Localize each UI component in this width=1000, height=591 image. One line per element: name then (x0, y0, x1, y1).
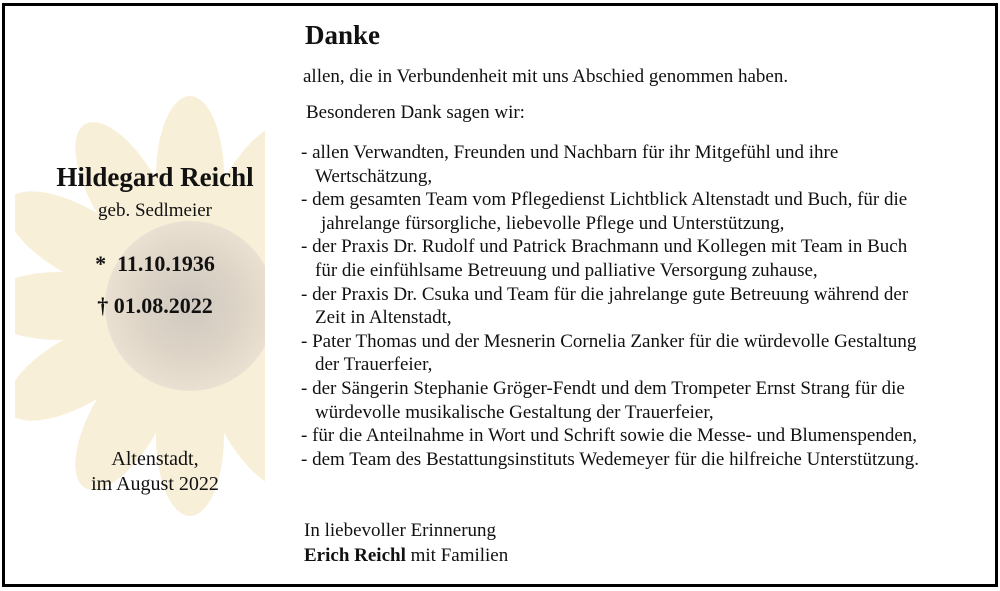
obituary-notice (2, 3, 998, 587)
thanks-item (301, 283, 919, 330)
thanks-item-line2: jahrelange fürsorgliche, liebevolle Pflege und Unterstützung, (321, 212, 785, 234)
thanks-item (301, 141, 919, 188)
thanks-item (301, 235, 919, 282)
thanks-item-line2: würdevolle musikalische Gestaltung der Trauerfeier, (315, 401, 714, 423)
thanks-item-line1: - für die Anteilnahme in Wort und Schrift sowie die Messe- und Blumenspenden, (301, 425, 918, 447)
thanks-item-line1: - der Praxis Dr. Csuka und Team für die jahrelange gute Betreuung während der (301, 283, 909, 305)
birth-date: * 11.10.1936 (95, 251, 215, 276)
thanks-item (301, 377, 919, 424)
thanks-item (301, 424, 919, 448)
notice-title: Danke (305, 20, 381, 50)
closing-text: In liebevoller Erinnerung (304, 520, 497, 541)
intro-text: allen, die in Verbundenheit mit uns Abschied genommen haben. (303, 66, 789, 87)
thanks-item (301, 188, 919, 235)
notice-date: im August 2022 (91, 473, 219, 495)
signature-name: Erich Reichl (304, 545, 406, 566)
deceased-name: Hildegard Reichl (56, 162, 254, 192)
thanks-list (301, 141, 919, 471)
thanks-item-line2: Wertschätzung, (315, 165, 433, 187)
thanks-item (301, 330, 919, 377)
death-date: † 01.08.2022 (97, 293, 213, 318)
thanks-item-line1: - dem gesamten Team vom Pflegedienst Lichtblick Altenstadt und Buch, für die (301, 189, 908, 211)
thanks-item (301, 448, 919, 472)
special-thanks-heading: Besonderen Dank sagen wir: (306, 102, 525, 123)
signature (304, 545, 508, 567)
thanks-item-line2: für die einfühlsame Betreuung und palliative Versorgung zuhause, (315, 259, 818, 281)
thanks-item-line1: - der Sängerin Stephanie Gröger-Fendt und dem Trompeter Ernst Strang für die (301, 377, 905, 399)
thanks-item-line2: der Trauerfeier, (315, 354, 433, 376)
thanks-item-line2: Zeit in Altenstadt, (315, 307, 452, 329)
thanks-item-line1: - Pater Thomas und der Mesnerin Cornelia Zanker für die würdevolle Gestaltung (301, 330, 917, 352)
notice-place: Altenstadt, (111, 448, 199, 470)
thanks-item-line1: - der Praxis Dr. Rudolf und Patrick Brachmann und Kollegen mit Team in Buch (301, 236, 908, 258)
thanks-item-line1: - allen Verwandten, Freunden und Nachbarn für ihr Mitgefühl und ihre (301, 142, 839, 163)
signature-rest: mit Familien (405, 545, 509, 566)
maiden-name: geb. Sedlmeier (98, 200, 212, 221)
thanks-item-line1: - dem Team des Bestattungsinstituts Wedemeyer für die hilfreiche Unterstützung. (301, 448, 920, 470)
